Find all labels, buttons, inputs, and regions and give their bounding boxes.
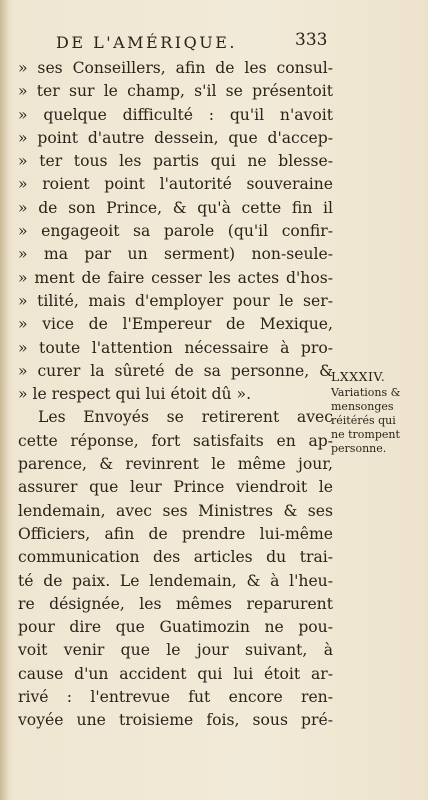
text-line: re désignée, les mêmes reparurent [18, 594, 333, 613]
margin-note-line: ne trompent [331, 428, 400, 441]
text-line: » tilité, mais d'employer pour le ser- [18, 291, 333, 310]
page-number: 333 [295, 30, 328, 50]
text-line: pour dire que Guatimozin ne pou- [18, 618, 333, 637]
text-line: Les Envoyés se retirerent avec [38, 408, 333, 427]
text-line: cette réponse, fort satisfaits en ap- [18, 431, 333, 450]
text-line: » vice de l'Empereur de Mexique, [18, 315, 333, 334]
text-line: » de son Prince, & qu'à cette fin il [18, 198, 333, 217]
text-line: parence, & revinrent le même jour, [18, 455, 333, 474]
margin-note-number: LXXXIV. [331, 369, 386, 384]
text-line: » ter sur le champ, s'il se présentoit [18, 82, 333, 101]
text-line: » point d'autre dessein, que d'accep- [18, 128, 333, 147]
text-line: communication des articles du trai- [18, 548, 333, 567]
text-line: » quelque difficulté : qu'il n'avoit [18, 105, 333, 124]
margin-note-line: mensonges [331, 400, 394, 413]
text-line: » curer la sûreté de sa personne, & [18, 361, 333, 380]
page-gutter [0, 0, 8, 800]
text-line: » toute l'attention nécessaire à pro- [18, 338, 333, 357]
text-line: assurer que leur Prince viendroit le [18, 478, 333, 497]
text-line: » roient point l'autorité souveraine [18, 175, 333, 194]
text-line: voit venir que le jour suivant, à [18, 641, 333, 660]
text-line: » ma par un serment) non-seule- [18, 245, 333, 264]
margin-note-line: personne. [331, 442, 387, 455]
running-title: DE L'AMÉRIQUE. [56, 33, 237, 52]
text-line: » engageoit sa parole (qu'il confir- [18, 222, 333, 241]
text-line: té de paix. Le lendemain, & à l'heu- [18, 571, 333, 590]
text-line: » ses Conseillers, afin de les consul- [18, 59, 333, 77]
text-line: rivé : l'entrevue fut encore ren- [18, 688, 333, 707]
text-line: lendemain, avec ses Ministres & ses [18, 501, 333, 520]
margin-note-line: Variations & [331, 386, 401, 399]
text-line: Officiers, afin de prendre lui-même [18, 524, 333, 543]
text-line: » ter tous les partis qui ne blesse- [18, 152, 333, 171]
text-line: voyée une troisieme fois, sous pré- [18, 711, 333, 730]
text-line: » ment de faire cesser les actes d'hos- [18, 268, 333, 287]
body-text [18, 57, 333, 733]
text-line: » le respect qui lui étoit dû ». [18, 385, 252, 404]
margin-note [331, 370, 426, 456]
text-line: cause d'un accident qui lui étoit ar- [18, 664, 333, 683]
margin-note-line: réitérés qui [331, 414, 396, 427]
